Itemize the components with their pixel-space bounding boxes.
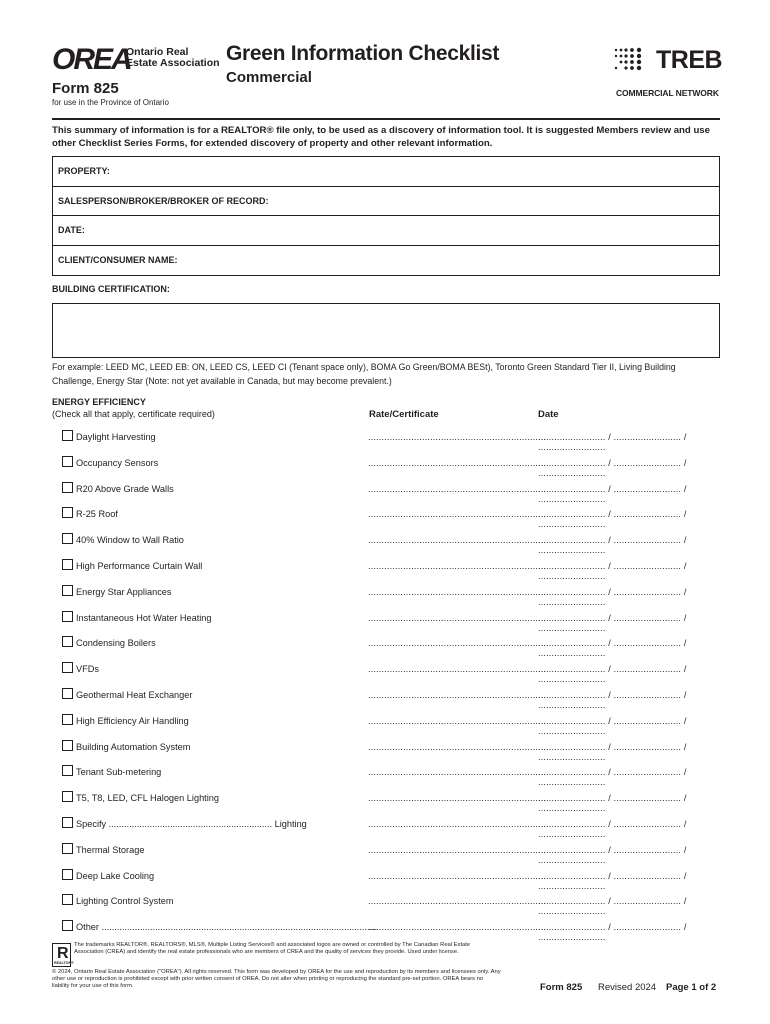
checklist-row: [62, 712, 722, 738]
rate-certificate-field[interactable]: ..................................................................: [368, 432, 547, 442]
checklist-item-label: 40% Window to Wall Ratio: [76, 535, 184, 546]
checklist-row: [62, 763, 722, 789]
checkbox[interactable]: [62, 894, 73, 905]
energy-efficiency-subtitle: (Check all that apply, certificate required): [52, 409, 215, 419]
checklist-item-label: High Efficiency Air Handling: [76, 715, 189, 726]
checkbox[interactable]: [62, 662, 73, 673]
checkbox[interactable]: [62, 843, 73, 854]
checkbox[interactable]: [62, 817, 73, 828]
info-fields-table: [52, 156, 720, 276]
checkbox[interactable]: [62, 559, 73, 570]
checklist-item-label: Specify ................................................................ Lighting: [76, 818, 307, 829]
checklist-row: [62, 660, 722, 686]
rate-certificate-field[interactable]: ..................................................................: [368, 818, 547, 829]
client-name-field[interactable]: CLIENT/CONSUMER NAME:: [58, 254, 178, 265]
footer-form-number: Form 825: [540, 982, 583, 993]
rate-certificate-field[interactable]: ..................................................................: [368, 767, 547, 778]
realtor-logo-letter: R: [57, 945, 69, 962]
rate-certificate-field[interactable]: ..................................................................: [368, 689, 547, 700]
date-entry-field[interactable]: ......................... / ......................... / .........................: [538, 664, 687, 685]
rate-certificate-field[interactable]: ..................................................................: [368, 586, 547, 597]
checklist-row: [62, 583, 722, 609]
checkbox[interactable]: [62, 611, 73, 622]
checklist-item-label: Geothermal Heat Exchanger: [76, 689, 193, 700]
rate-certificate-field[interactable]: ..................................................................: [368, 793, 547, 804]
checklist-row: [62, 634, 722, 660]
copyright-notice: © 2024, Ontario Real Estate Association ("OREA"). All rights reserved. This form was developed by OREA for the use and reproduction by its members and licensees only. Any other use or reproduction is prohibited except with prior written consent of OREA. Do not alter when printing or reproducing the standard pre-set portion. OREA bears no liability for your use of this form.: [52, 969, 501, 989]
date-entry-field[interactable]: ......................... / ......................... / .........................: [538, 689, 687, 710]
checklist-row: [62, 867, 722, 893]
checklist-row: [62, 557, 722, 583]
date-entry-field[interactable]: ......................... / ......................... / .........................: [538, 535, 687, 556]
checkbox[interactable]: [62, 740, 73, 751]
checkbox[interactable]: [62, 430, 73, 441]
rate-certificate-field[interactable]: ..................................................................: [368, 638, 547, 649]
checklist-item-label: Thermal Storage: [76, 844, 145, 855]
orea-logo: [52, 44, 222, 78]
checklist-item-label: Other ............................................................................................................: [76, 922, 378, 933]
checklist-item-label: VFDs: [76, 664, 99, 675]
checkbox[interactable]: [62, 636, 73, 647]
checklist-item-label: T5, T8, LED, CFL Halogen Lighting: [76, 793, 219, 804]
treb-logo-text: TREB: [656, 46, 723, 74]
rate-certificate-field[interactable]: ..................................................................: [368, 922, 547, 933]
energy-efficiency-title: ENERGY EFFICIENCY: [52, 397, 146, 407]
energy-efficiency-checklist: [62, 428, 722, 944]
rate-certificate-field[interactable]: ..................................................................: [368, 612, 547, 623]
date-entry-field[interactable]: ......................... / ......................... / .........................: [538, 432, 687, 452]
orea-logo-mark: OREA: [52, 43, 131, 76]
checkbox[interactable]: [62, 533, 73, 544]
checklist-row: [62, 454, 722, 480]
checklist-item-label: R-25 Roof: [76, 509, 118, 520]
checklist-item-label: R20 Above Grade Walls: [76, 483, 174, 494]
rate-certificate-field[interactable]: ..................................................................: [368, 535, 547, 546]
treb-network-label: COMMERCIAL NETWORK: [616, 88, 719, 98]
rate-certificate-field[interactable]: ..................................................................: [368, 844, 547, 855]
header-divider: [52, 118, 720, 120]
checkbox[interactable]: [62, 507, 73, 518]
rate-certificate-field[interactable]: ..................................................................: [368, 741, 547, 752]
date-entry-field[interactable]: ......................... / ......................... / .........................: [538, 922, 687, 943]
checklist-item-label: Energy Star Appliances: [76, 586, 172, 597]
date-entry-field[interactable]: ......................... / ......................... / .........................: [538, 715, 687, 736]
checklist-row: [62, 841, 722, 867]
building-certification-label: BUILDING CERTIFICATION:: [52, 284, 170, 294]
intro-paragraph: This summary of information is for a REALTOR® file only, to be used as a discovery of information tool. It is suggested Members review and use other Checklist Series Forms, for extended discovery of property and other relevant information.: [52, 125, 710, 149]
property-field[interactable]: PROPERTY:: [53, 157, 719, 187]
date-entry-field[interactable]: ......................... / ......................... / .........................: [538, 741, 687, 762]
date-entry-field[interactable]: ......................... / ......................... / .........................: [538, 870, 687, 891]
date-entry-field[interactable]: ......................... / ......................... / .........................: [538, 896, 687, 917]
checklist-row: [62, 505, 722, 531]
checklist-item-label: Daylight Harvesting: [76, 432, 156, 442]
rate-certificate-field[interactable]: ..................................................................: [368, 715, 547, 726]
realtor-logo: [52, 943, 74, 967]
checklist-item-label: Building Automation System: [76, 741, 191, 752]
date-entry-field[interactable]: ......................... / ......................... / .........................: [538, 560, 687, 581]
checklist-item-label: High Performance Curtain Wall: [76, 560, 203, 571]
page-subtitle: Commercial: [226, 69, 312, 86]
checklist-item-label: Tenant Sub-metering: [76, 767, 162, 778]
checklist-row: [62, 918, 722, 944]
form-province-note: for use in the Province of Ontario: [52, 98, 169, 107]
date-entry-field[interactable]: ......................... / ......................... / .........................: [538, 818, 687, 839]
date-entry-field[interactable]: ......................... / ......................... / .........................: [538, 509, 687, 530]
footer-page-number: Page 1 of 2: [666, 982, 717, 993]
checkbox[interactable]: [62, 791, 73, 802]
date-entry-field[interactable]: ......................... / ......................... / .........................: [538, 457, 687, 478]
salesperson-field[interactable]: SALESPERSON/BROKER/BROKER OF RECORD:: [53, 187, 719, 217]
checkbox[interactable]: [62, 688, 73, 699]
date-entry-field[interactable]: ......................... / ......................... / .........................: [538, 844, 687, 865]
checkbox[interactable]: [62, 920, 73, 931]
page-title: Green Information Checklist: [226, 42, 500, 65]
checkbox[interactable]: [62, 585, 73, 596]
checklist-row: [62, 480, 722, 506]
checklist-item-label: Instantaneous Hot Water Heating: [76, 612, 212, 623]
date-entry-field[interactable]: ......................... / ......................... / .........................: [538, 483, 687, 504]
checklist-item-label: Occupancy Sensors: [76, 457, 159, 468]
rate-certificate-field[interactable]: ..................................................................: [368, 483, 547, 494]
rate-certificate-field[interactable]: ..................................................................: [368, 457, 547, 468]
certification-example-text: For example: LEED MC, LEED EB: ON, LEED CS, LEED CI (Tenant space only), BOMA Go Green/BOMA BESt), Toronto Green Standard Tier II, Living Building Challenge, Energy Star (Note: not yet available in Canada, but may become prevalent.): [52, 362, 676, 386]
footer-revised-date: Revised 2024: [598, 982, 657, 993]
checklist-item-label: Condensing Boilers: [76, 638, 156, 649]
checklist-row: [62, 531, 722, 557]
rate-certificate-field[interactable]: ..................................................................: [368, 896, 547, 907]
checklist-row: [62, 789, 722, 815]
checklist-row: [62, 686, 722, 712]
building-certification-field[interactable]: [52, 303, 720, 358]
checklist-row: [62, 428, 722, 454]
trademark-notice: The trademarks REALTOR®, REALTORS®, MLS®, Multiple Listing Services® and associated logos are owned or controlled by The Canadian Real Estate Association (CREA) and identify the real estate professionals who are members of CREA and the quality of services they provide. Used under license.: [74, 942, 471, 955]
checklist-row: [62, 892, 722, 918]
checklist-item-label: Deep Lake Cooling: [76, 870, 155, 881]
date-entry-field[interactable]: ......................... / ......................... / .........................: [538, 793, 687, 814]
treb-logo: [612, 44, 722, 100]
checklist-row: [62, 609, 722, 635]
checkbox[interactable]: [62, 482, 73, 493]
date-entry-field[interactable]: ......................... / ......................... / .........................: [538, 767, 687, 788]
date-field[interactable]: DATE:: [53, 216, 719, 246]
checkbox[interactable]: [62, 456, 73, 467]
orea-logo-name: Ontario Real Estate Association: [126, 46, 220, 69]
rate-certificate-field[interactable]: ..................................................................: [368, 870, 547, 881]
checkbox[interactable]: [62, 714, 73, 725]
checklist-row: [62, 815, 722, 841]
form-number: Form 825: [52, 80, 119, 97]
realtor-logo-word: REALTOR®: [54, 961, 74, 965]
checkbox[interactable]: [62, 765, 73, 776]
date-entry-field[interactable]: ......................... / ......................... / .........................: [538, 586, 687, 607]
checklist-item-label: Lighting Control System: [76, 896, 174, 907]
rate-certificate-field[interactable]: ..................................................................: [368, 664, 547, 675]
rate-certificate-field[interactable]: ..................................................................: [368, 509, 547, 520]
rate-certificate-column-header: Rate/Certificate: [369, 409, 439, 420]
checklist-row: [62, 738, 722, 764]
date-column-header: Date: [538, 409, 559, 420]
treb-dots-icon: [612, 46, 652, 74]
date-entry-field[interactable]: ......................... / ......................... / .........................: [538, 638, 687, 659]
checkbox[interactable]: [62, 869, 73, 880]
date-entry-field[interactable]: ......................... / ......................... / .........................: [538, 612, 687, 633]
rate-certificate-field[interactable]: ..................................................................: [368, 560, 547, 571]
